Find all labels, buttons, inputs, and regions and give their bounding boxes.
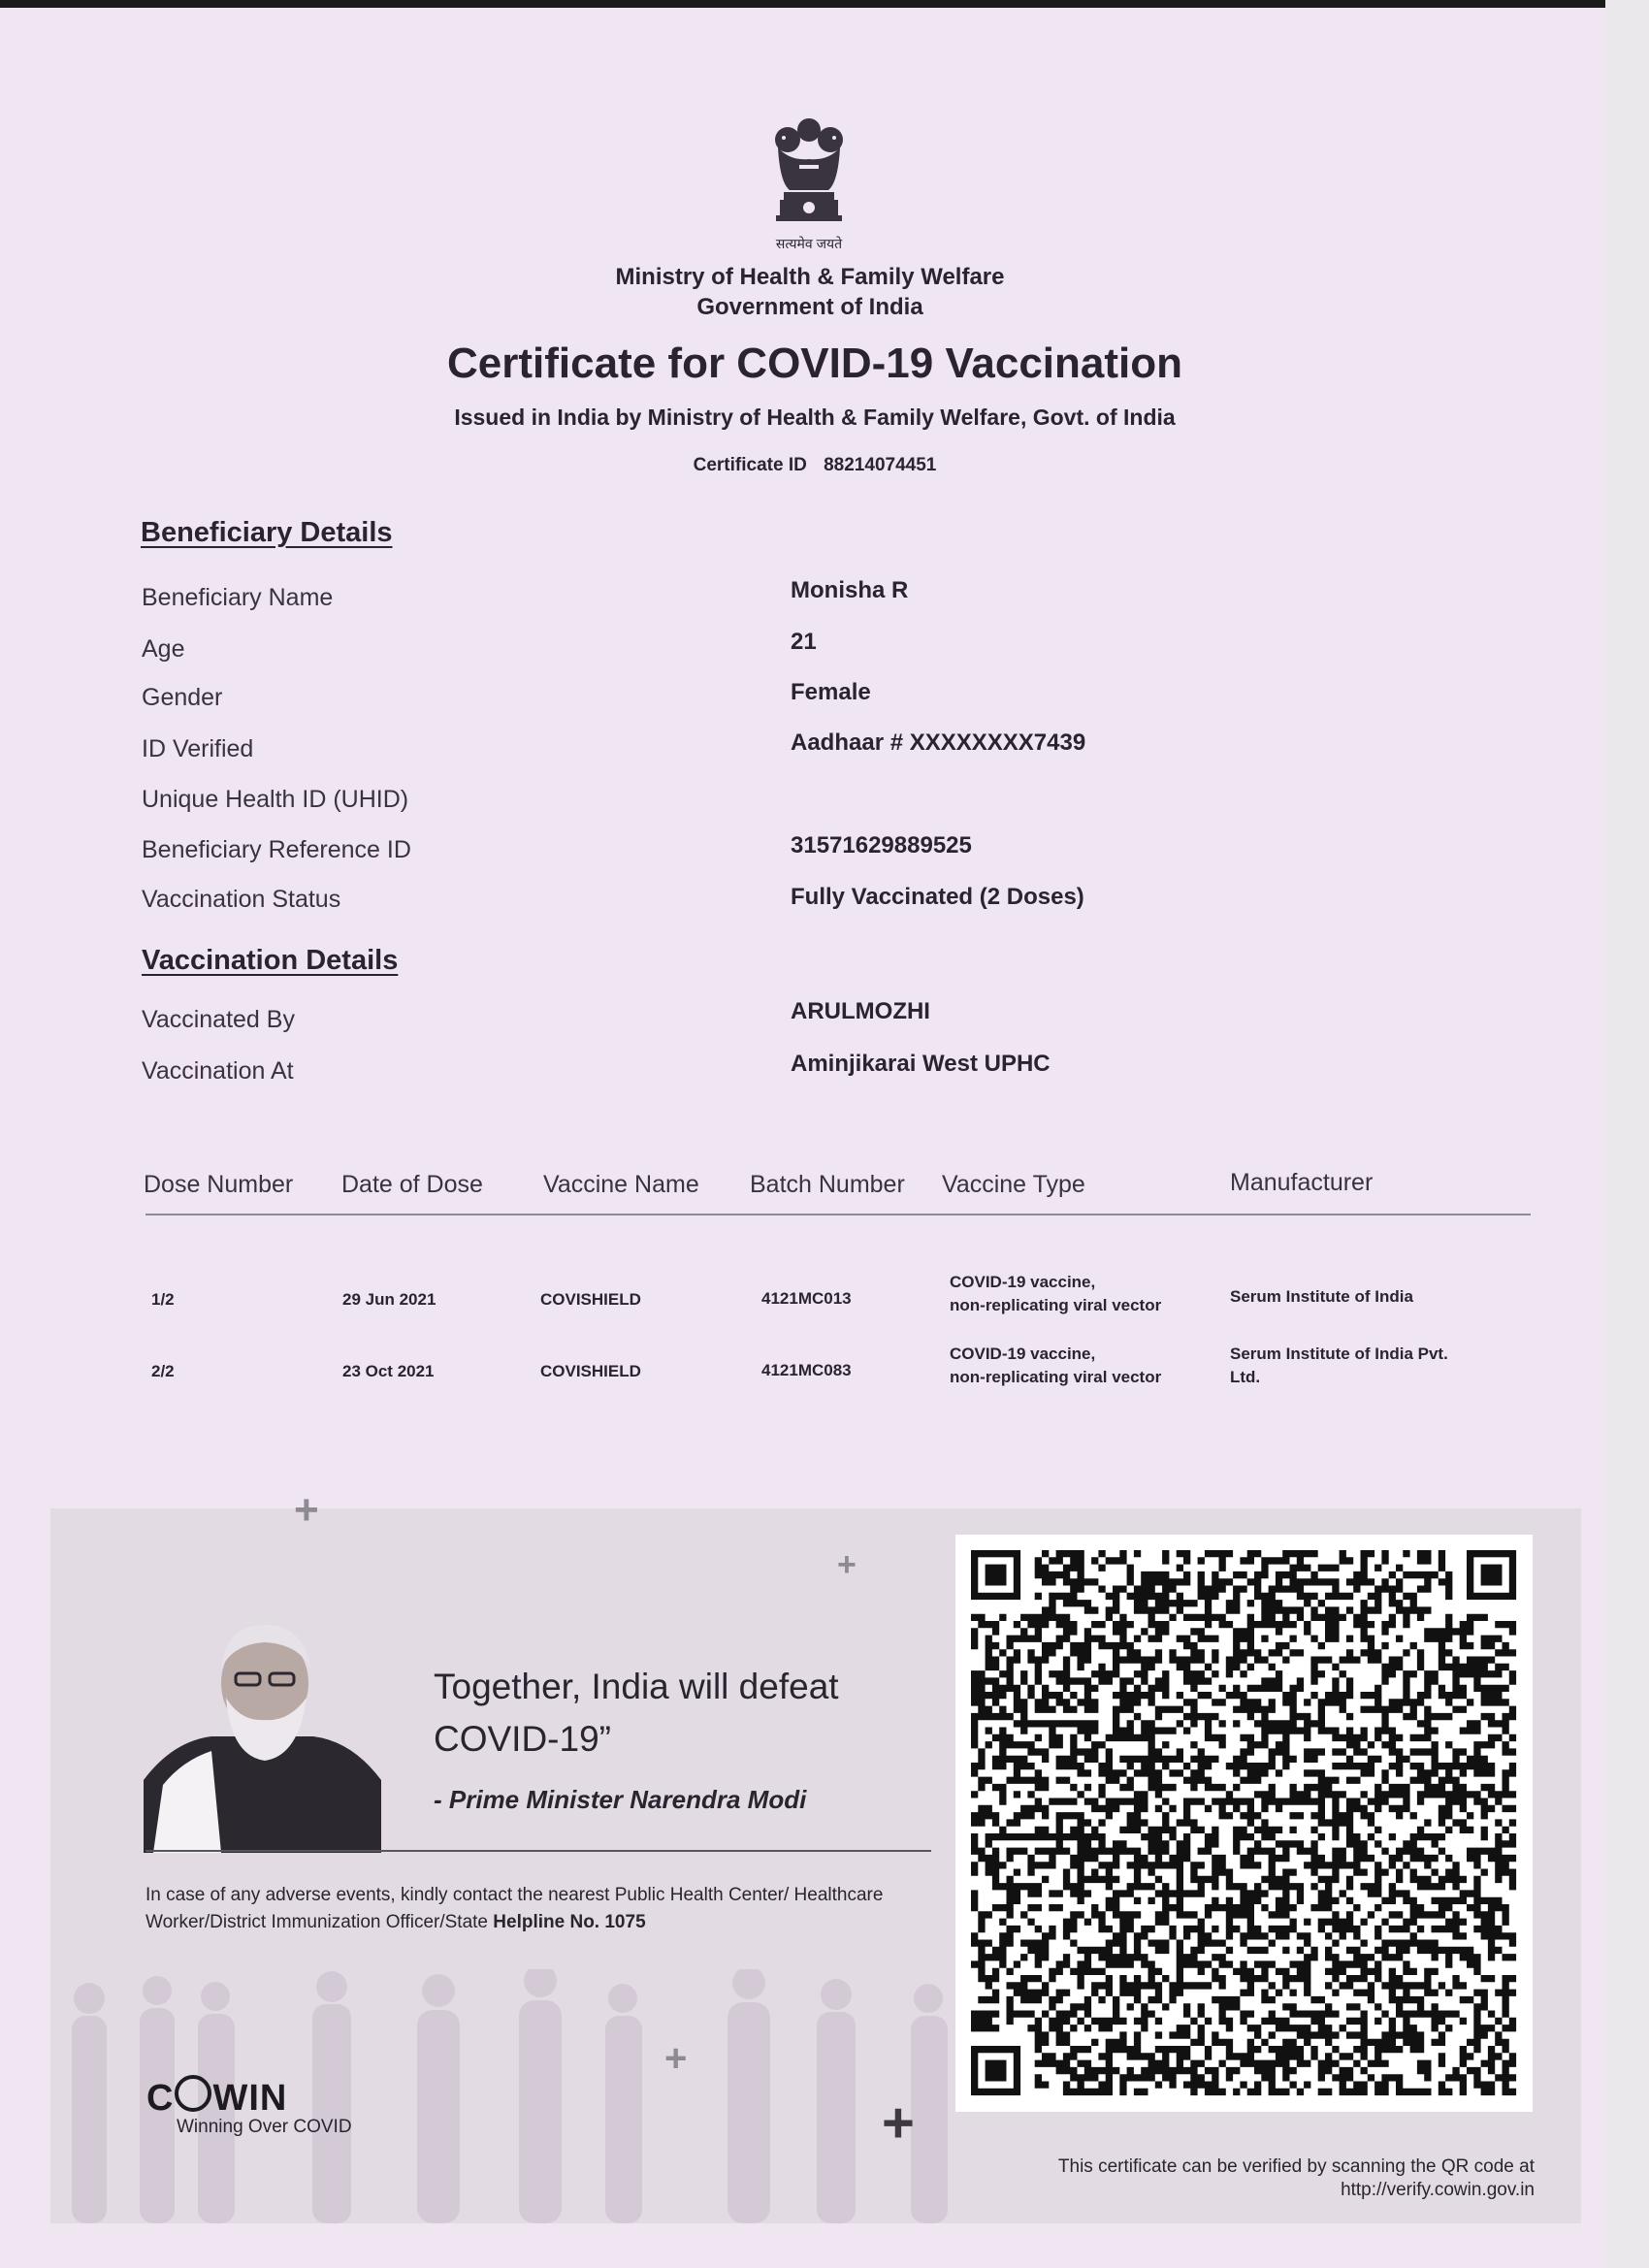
ministry-block	[524, 262, 1096, 322]
row1-dose: 1/2	[151, 1290, 175, 1309]
scan-top-edge	[0, 0, 1649, 8]
emblem-motto: सत्यमेव जयते	[775, 236, 843, 251]
cowin-logo-c: C	[146, 2078, 175, 2119]
national-emblem-icon	[760, 114, 857, 250]
id-verified-value: Aadhaar # XXXXXXXX7439	[791, 729, 1086, 756]
government-name: Government of India	[696, 294, 923, 320]
row1-manufacturer	[1230, 1285, 1413, 1309]
scan-right-edge	[1605, 0, 1649, 2268]
row2-type	[950, 1343, 1161, 1389]
row1-type	[950, 1271, 1161, 1317]
row2-type-line2: non-replicating viral vector	[950, 1368, 1162, 1386]
vaccination-status-label: Vaccination Status	[142, 886, 341, 913]
cowin-logo-rest: WIN	[212, 2078, 288, 2119]
vaccinated-by-label: Vaccinated By	[142, 1006, 295, 1033]
helpline-number: Helpline No. 1075	[493, 1912, 646, 1932]
cowin-logo	[146, 2073, 287, 2120]
cowin-tagline: Winning Over COVID	[177, 2117, 352, 2137]
row1-type-line1: COVID-19 vaccine,	[950, 1273, 1096, 1291]
reference-id-value: 31571629889525	[791, 832, 972, 859]
row2-mfr-line1: Serum Institute of India Pvt.	[1230, 1345, 1448, 1363]
vaccination-at-value: Aminjikarai West UPHC	[791, 1051, 1051, 1077]
quote-line1: Together, India will defeat	[434, 1667, 839, 1706]
banner-divider	[146, 1850, 931, 1852]
beneficiary-name-label: Beneficiary Name	[142, 584, 334, 611]
row1-vaccine: COVISHIELD	[540, 1290, 641, 1309]
verify-url[interactable]: http://verify.cowin.gov.in	[1341, 2180, 1535, 2200]
verify-text: This certificate can be verified by scanning the QR code at	[1057, 2156, 1535, 2177]
table-header-dose-number: Dose Number	[144, 1171, 294, 1198]
certificate-id-row	[582, 455, 1048, 476]
table-header-manufacturer: Manufacturer	[1230, 1169, 1374, 1196]
prime-minister-portrait	[144, 1615, 381, 1853]
row2-dose: 2/2	[151, 1362, 175, 1380]
vaccination-status-value: Fully Vaccinated (2 Doses)	[791, 884, 1084, 910]
table-header-batch-number: Batch Number	[750, 1171, 905, 1198]
pm-quote	[434, 1661, 938, 1766]
gender-value: Female	[791, 679, 871, 705]
beneficiary-details-heading: Beneficiary Details	[141, 517, 393, 548]
cowin-plus-circle-icon	[175, 2075, 211, 2112]
age-label: Age	[142, 635, 185, 663]
qr-code-icon[interactable]	[955, 1535, 1533, 2112]
row1-mfr-line1: Serum Institute of India	[1230, 1287, 1413, 1306]
reference-id-label: Beneficiary Reference ID	[142, 836, 411, 863]
row1-date: 29 Jun 2021	[342, 1290, 436, 1309]
row2-type-line1: COVID-19 vaccine,	[950, 1345, 1096, 1363]
table-header-vaccine-type: Vaccine Type	[942, 1171, 1085, 1198]
row2-batch: 4121MC083	[761, 1361, 852, 1379]
vaccinated-by-value: ARULMOZHI	[791, 998, 930, 1024]
beneficiary-name-value: Monisha R	[791, 577, 909, 603]
ministry-name: Ministry of Health & Family Welfare	[615, 264, 1005, 290]
decor-plus-icon: +	[664, 2037, 688, 2080]
certificate-id-value: 88214074451	[824, 455, 937, 475]
table-header-date: Date of Dose	[341, 1171, 483, 1198]
row2-manufacturer	[1230, 1343, 1448, 1389]
row2-vaccine: COVISHIELD	[540, 1362, 641, 1380]
row1-batch: 4121MC013	[761, 1289, 852, 1308]
vaccination-at-label: Vaccination At	[142, 1057, 294, 1085]
adverse-events-notice	[146, 1882, 980, 1936]
verification-note	[951, 2155, 1535, 2202]
age-value: 21	[791, 629, 817, 655]
row1-type-line2: non-replicating viral vector	[950, 1296, 1162, 1314]
page-title: Certificate for COVID-19 Vaccination	[447, 340, 1182, 387]
uhid-label: Unique Health ID (UHID)	[142, 786, 409, 813]
qr-code-panel	[955, 1535, 1533, 2112]
certificate-id-label: Certificate ID	[693, 455, 807, 475]
id-verified-label: ID Verified	[142, 735, 254, 762]
adverse-events-text: In case of any adverse events, kindly contact the nearest Public Health Center/ Healthcare Worker/District Immunization Officer/State	[146, 1885, 884, 1932]
table-header-vaccine-name: Vaccine Name	[543, 1171, 699, 1198]
decor-plus-icon: +	[837, 1546, 857, 1583]
page-subtitle: Issued in India by Ministry of Health & Family Welfare, Govt. of India	[454, 405, 1176, 430]
decor-plus-icon: +	[882, 2091, 915, 2155]
row2-date: 23 Oct 2021	[342, 1362, 435, 1380]
quote-author: - Prime Minister Narendra Modi	[434, 1785, 807, 1814]
row2-mfr-line2: Ltd.	[1230, 1368, 1261, 1386]
decor-plus-icon: +	[294, 1486, 319, 1534]
vaccination-details-heading: Vaccination Details	[142, 945, 399, 976]
gender-label: Gender	[142, 684, 223, 711]
quote-line2: COVID-19”	[434, 1719, 611, 1759]
table-divider	[146, 1214, 1531, 1215]
